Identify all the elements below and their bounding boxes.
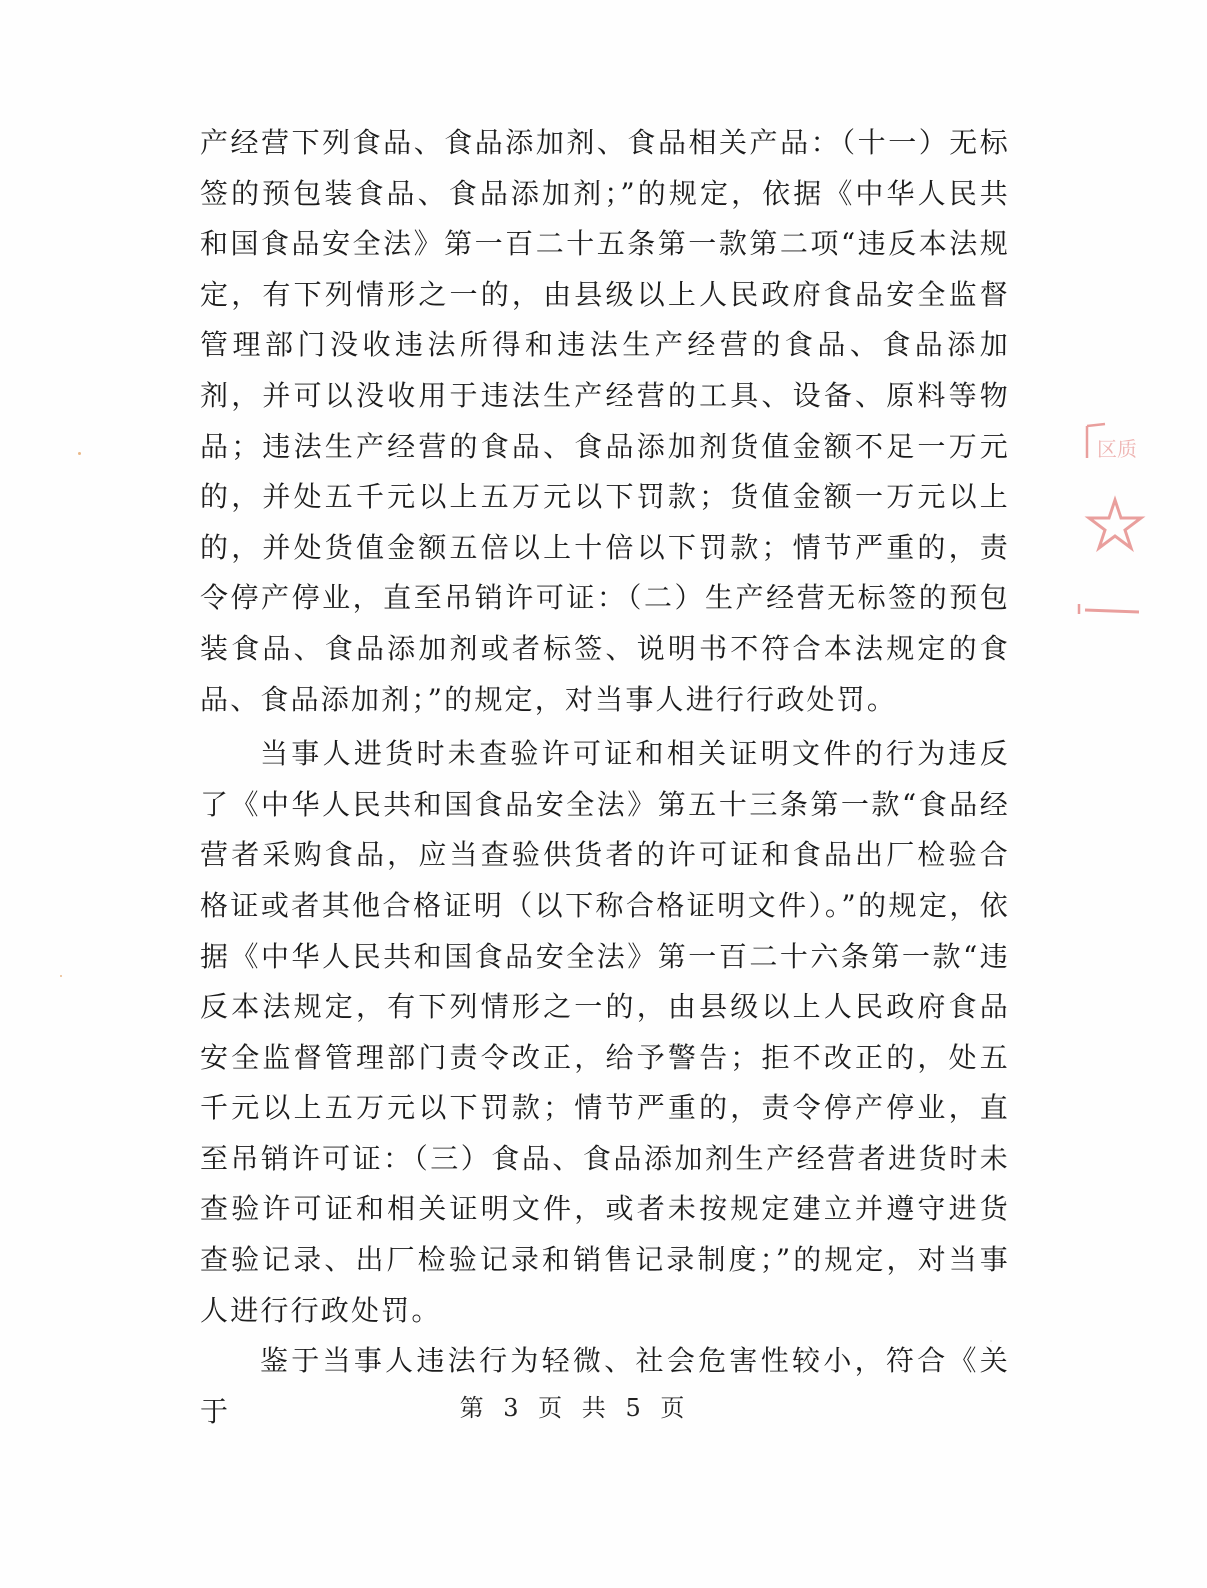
scan-speck — [78, 452, 81, 455]
paragraph-continued: 产经营下列食品、食品添加剂、食品相关产品：（十一）无标签的预包装食品、食品添加剂；”的规定，依据《中华人民共和国食品安全法》第一百二十五条第一款第二项“违反本法规定，有下列情形之一的，由县级以上人民政府食品安全监督管理部门没收违法所得和违法生产经营的食品、食品添加剂，并可以没收用于违法生产经营的工具、设备、原料等物品；违法生产经营的食品、食品添加剂货值金额不足一万元的，并处五千元以上五万元以下罚款；货值金额一万元以上的，并处货值金额五倍以上十倍以下罚款；情节严重的，责令停产停业，直至吊销许可证：（二）生产经营无标签的预包装食品、食品添加剂或者标签、说明书不符合本法规定的食品、食品添加剂；”的规定，对当事人进行行政处罚。 — [200, 126, 1010, 716]
document-body — [200, 118, 1010, 1437]
paragraph-purchase-inspection: 当事人进货时未查验许可证和相关证明文件的行为违反了《中华人民共和国食品安全法》第五十三条第一款“食品经营者采购食品，应当查验供货者的许可证和食品出厂检验合格证或者其他合格证明（以下称合格证明文件）。”的规定，依据《中华人民共和国食品安全法》第一百二十六条第一款“违反本法规定，有下列情形之一的，由县级以上人民政府食品安全监督管理部门责令改正，给予警告；拒不改正的，处五千元以上五万元以下罚款；情节严重的，责令停产停业，直至吊销许可证：（三）食品、食品添加剂生产经营者进货时未查验许可证和相关证明文件，或者未按规定建立并遵守进货查验记录、出厂检验记录和销售记录制度；”的规定，对当事人进行行政处罚。 — [200, 737, 1010, 1327]
paragraph-mitigation: 鉴于当事人违法行为轻微、社会危害性较小，符合《关于 — [200, 1344, 1010, 1428]
page-number: 第 3 页 共 5 页 — [459, 1394, 691, 1422]
scan-speck — [60, 975, 62, 977]
official-seal-stamp — [1075, 418, 1165, 628]
scan-speck — [990, 1340, 992, 1342]
svg-text:区质: 区质 — [1097, 437, 1137, 461]
